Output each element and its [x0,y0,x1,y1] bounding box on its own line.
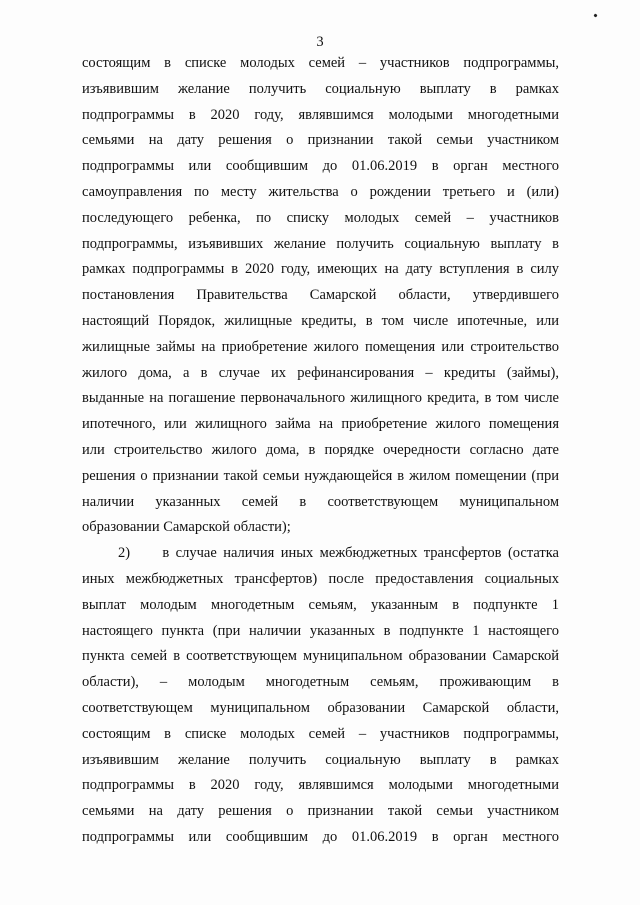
text-line: соответствующем муниципальном образовании Самарской области, [82,699,559,716]
text-line: изъявившим желание получить социальную выплату в рамках [82,80,559,97]
text-line: выданные на погашение первоначального жилищного кредита, в том числе [82,390,559,407]
text-line: рамках подпрограммы в 2020 году, имеющих на дату вступления в силу [82,261,559,278]
list-item-2-first-line: 2) в случае наличия иных межбюджетных трансфертов (остатка [118,545,559,562]
text-line: иных межбюджетных трансфертов) после предоставления социальных [82,570,559,587]
text-line: подпрограммы в 2020 году, являвшимся молодыми многодетными [82,777,559,794]
text-line: образовании Самарской области); [82,519,291,536]
text-line: подпрограммы, изъявивших желание получить социальную выплату в [82,235,559,252]
text-line: самоуправления по месту жительства о рождении третьего и (или) [82,183,559,200]
text-line: изъявившим желание получить социальную выплату в рамках [82,751,559,768]
text-line: семьями на дату решения о признании такой семьи участником [82,132,559,149]
text-line: настоящий Порядок, жилищные кредиты, в том числе ипотечные, или [82,312,559,329]
text-line: области), – молодым многодетным семьям, проживающим в [82,674,559,691]
text-line: настоящего пункта (при наличии указанных в подпункте 1 настоящего [82,622,559,639]
text-line: постановления Правительства Самарской области, утвердившего [82,287,559,304]
page-number: 3 [316,34,324,50]
text-line: пункта семей в соответствующем муниципальном образовании Самарской [82,648,559,665]
text-line: ипотечного, или жилищного займа на приобретение жилого помещения [82,416,559,433]
text-line: состоящим в списке молодых семей – участников подпрограммы, [82,725,559,742]
text-line: подпрограммы или сообщившим до 01.06.2019 в орган местного [82,158,559,175]
text-line: решения о признании такой семьи нуждающейся в жилом помещении (при [82,467,559,484]
scan-speck [593,13,597,17]
text-line: выплат молодым многодетным семьям, указанным в подпункте 1 [82,596,559,613]
text-line: жилого дома, а в случае их рефинансирования – кредиты (займы), [82,364,559,381]
text-line: или строительство жилого дома, в порядке очередности согласно дате [82,441,559,458]
text-line: подпрограммы или сообщившим до 01.06.2019 в орган местного [82,828,559,845]
text-line: семьями на дату решения о признании такой семьи участником [82,803,559,820]
body-text [82,51,559,851]
text-line: последующего ребенка, по списку молодых семей – участников [82,209,559,226]
text-line: состоящим в списке молодых семей – участников подпрограммы, [82,55,559,71]
text-line: жилищные займы на приобретение жилого помещения или строительство [82,338,559,355]
text-line: наличии указанных семей в соответствующем муниципальном [82,493,559,510]
text-line: подпрограммы в 2020 году, являвшимся молодыми многодетными [82,106,559,123]
